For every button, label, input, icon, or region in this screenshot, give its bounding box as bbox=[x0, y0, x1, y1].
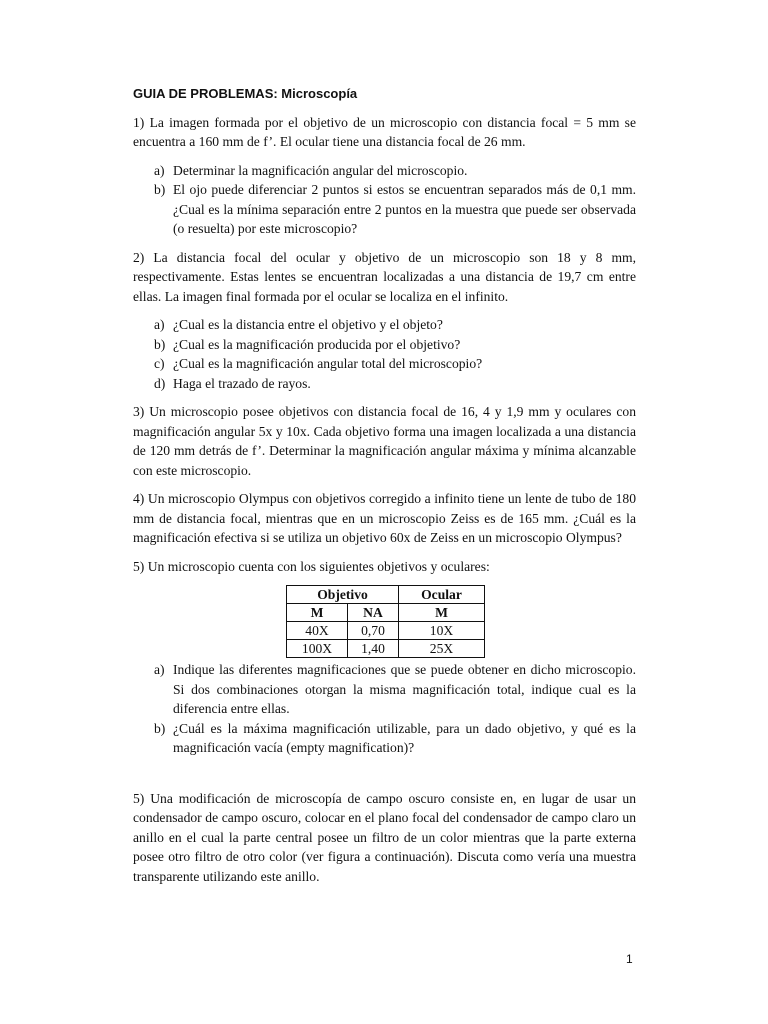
item-text: ¿Cual es la magnificación angular total del microscopio? bbox=[173, 356, 483, 371]
table-row bbox=[287, 640, 485, 658]
problem-5-text: 5) Un microscopio cuenta con los siguientes objetivos y oculares: bbox=[133, 558, 490, 574]
problem-4-text: 4) Un microscopio Olympus con objetivos corregido a infinito tiene un lente de tubo de 180 mm de distancia focal, mientras que en un microscopio Zeiss es de 165 mm. ¿Cuál es la magnificación efectiva si se utiliza un objetivo 60x de Zeiss en un microscopio Olympus? bbox=[133, 491, 636, 545]
lens-table bbox=[286, 585, 485, 658]
item-marker: b) bbox=[154, 182, 166, 197]
item-marker: c) bbox=[154, 356, 165, 371]
page-number: 1 bbox=[626, 952, 633, 966]
problem-1-text: 1) La imagen formada por el objetivo de un microscopio con distancia focal = 5 mm se encuentra a 160 mm de f’. El ocular tiene una distancia focal de 26 mm. bbox=[133, 114, 636, 149]
item-marker: b) bbox=[154, 336, 166, 352]
item-marker: a) bbox=[154, 662, 165, 677]
table-cell: 25X bbox=[399, 640, 485, 658]
table-cell: 1,40 bbox=[348, 640, 399, 658]
item-text: Determinar la magnificación angular del microscopio. bbox=[173, 162, 468, 178]
table-header: M bbox=[399, 604, 485, 622]
item-marker: b) bbox=[154, 720, 166, 736]
item-text: ¿Cual es la magnificación producida por el objetivo? bbox=[173, 336, 461, 352]
table-row bbox=[287, 622, 485, 640]
table-cell: 100X bbox=[287, 640, 348, 658]
document-title: GUIA DE PROBLEMAS: Microscopía bbox=[133, 86, 358, 101]
problem-1-items bbox=[133, 161, 636, 239]
table-cell: 40X bbox=[287, 622, 348, 640]
item-text: Haga el trazado de rayos. bbox=[173, 375, 311, 391]
problem-5-items bbox=[133, 660, 636, 758]
problem-3-text: 3) Un microscopio posee objetivos con distancia focal de 16, 4 y 1,9 mm y oculares con magnificación angular 5x y 10x. Cada objetivo forma una imagen localizada a una distancia de 120 mm detrás de f’. Determinar la magnificación angular máxima y mínima alcanzable con este microscopio. bbox=[133, 404, 636, 478]
problem-2-items bbox=[133, 315, 636, 393]
item-marker: a) bbox=[154, 162, 165, 178]
table-header-row bbox=[287, 604, 485, 622]
item-text: ¿Cual es la distancia entre el objetivo y el objeto? bbox=[173, 317, 443, 332]
item-text: Indique las diferentes magnificaciones que se puede obtener en dicho microscopio. Si dos combinaciones otorgan la misma magnificación total, indique cual es la diferencia entre ellas. bbox=[173, 662, 636, 716]
item-text: ¿Cuál es la máxima magnificación utilizable, para un dado objetivo, y qué es la magnificación vacía (empty magnification)? bbox=[173, 720, 636, 755]
problem-2-text: 2) La distancia focal del ocular y objetivo de un microscopio son 18 y 8 mm, respectivamente. Estas lentes se encuentran localizadas a una distancia de 19,7 cm entre ellas. La imagen final formada por el ocular se localiza en el infinito. bbox=[133, 249, 636, 304]
table-header-row bbox=[287, 586, 485, 604]
item-text: El ojo puede diferenciar 2 puntos si estos se encuentran separados más de 0,1 mm. ¿Cual es la mínima separación entre 2 puntos en la muestra que puede ser observada (o resuelta) por este microscopio? bbox=[173, 182, 636, 236]
table-cell: 0,70 bbox=[348, 622, 399, 640]
list-item bbox=[133, 335, 636, 355]
table-cell: 10X bbox=[399, 622, 485, 640]
list-item bbox=[133, 660, 636, 719]
table-header: Ocular bbox=[399, 586, 485, 604]
list-item bbox=[133, 719, 636, 758]
list-item bbox=[133, 161, 636, 181]
item-marker: d) bbox=[154, 375, 166, 391]
table-header: NA bbox=[348, 604, 399, 622]
spacer bbox=[133, 767, 636, 789]
list-item bbox=[133, 354, 636, 374]
item-marker: a) bbox=[154, 317, 165, 332]
table-header: Objetivo bbox=[287, 586, 399, 604]
list-item bbox=[133, 315, 636, 335]
table-header: M bbox=[287, 604, 348, 622]
problem-6-text: 5) Una modificación de microscopía de campo oscuro consiste en, en lugar de usar un condensador de campo oscuro, colocar en el plano focal del condensador de campo claro un anillo en el cual la parte central posee un filtro de un color mientras que la parte externa posee otro filtro de otro color (ver figura a continuación). Discuta como vería una muestra transparente utilizando este anillo. bbox=[133, 790, 636, 884]
list-item bbox=[133, 374, 636, 394]
list-item bbox=[133, 180, 636, 239]
